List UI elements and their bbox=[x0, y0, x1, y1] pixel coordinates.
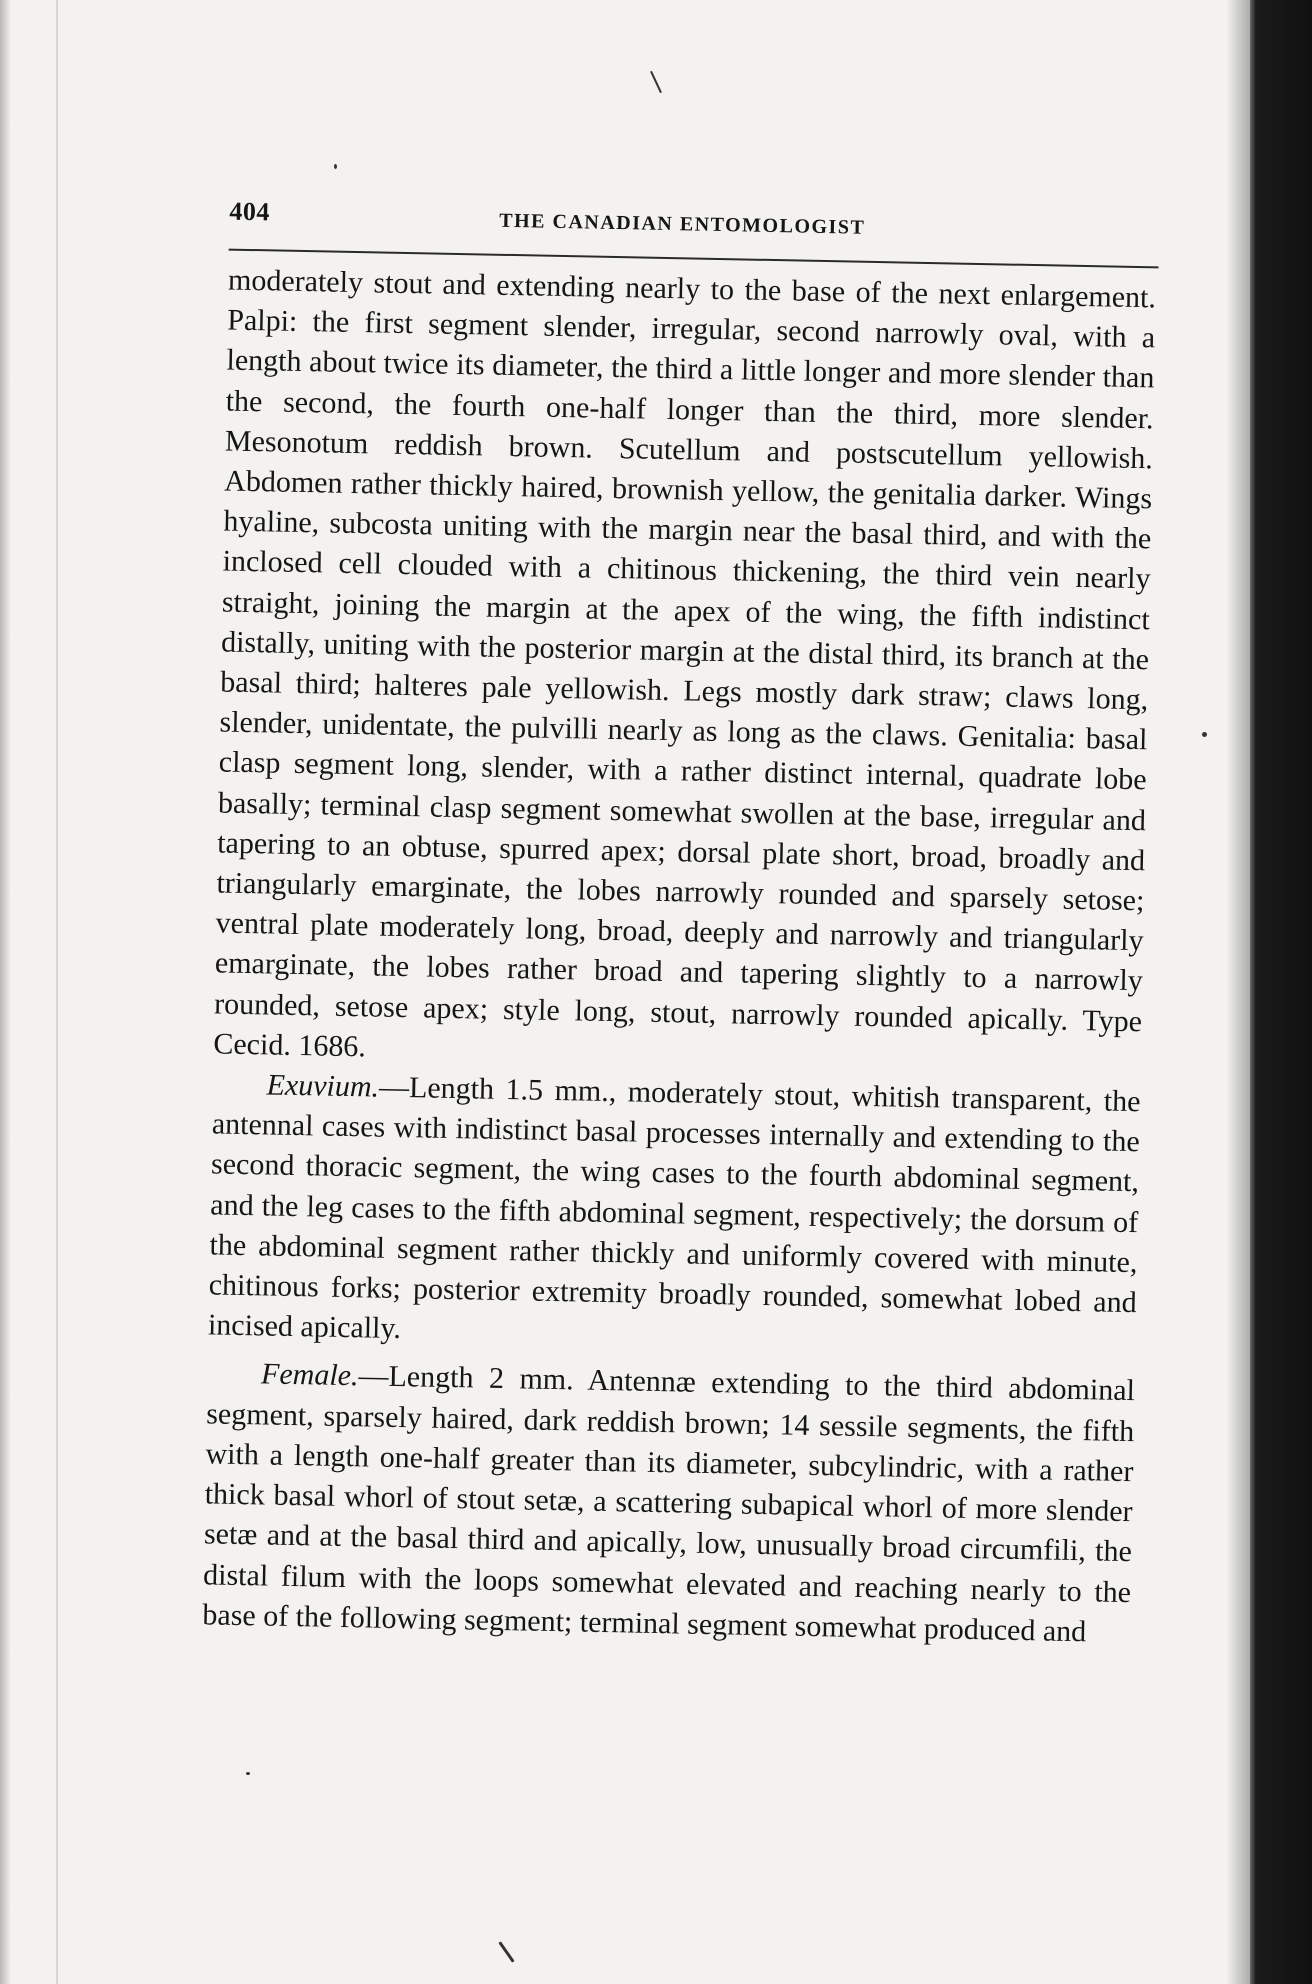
dust-speck bbox=[1202, 732, 1207, 737]
book-binding bbox=[1250, 0, 1312, 1984]
female-text: —Length 2 mm. Antennæ extending to the third abdominal segment, sparsely haired, dark reddish brown; 14 sessile segments, the fifth with a length one-half greater than its diameter, subcylindric, with a rather thick basal whorl of stout setæ, a scattering subapical whorl of more slender setæ and at the basal third and apically, low, unusually broad circumfili, the distal filum with the loops somewhat elevated and reaching nearly to the base of the following segment; terminal segment somewhat produced and bbox=[202, 1359, 1136, 1648]
page-number: 404 bbox=[229, 196, 271, 227]
running-head bbox=[199, 180, 1160, 262]
dust-speck bbox=[650, 71, 662, 94]
paragraph-male-description: moderately stout and extending nearly to the base of the next enlargement. Palpi: the first segment slender, irregular, second narrowly oval, with a length about twice its diameter, the third a little longer and more slender than the second, the fourth one-half longer than the third, more slender. Mesonotum reddish brown. Scutellum and postscutellum yellowish. Abdomen rather thickly haired, brownish yellow, the genitalia darker. Wings hyaline, subcosta uniting with the margin near the basal third, and with the inclosed cell clouded with a chitinous thickening, the third vein nearly straight, joining the margin at the apex of the wing, the fifth indistinct distally, uniting with the posterior margin at the distal third, its branch at the basal third; halteres pale yellowish. Legs mostly dark straw; claws long, slender, unidentate, the pulvilli nearly as long as the claws. Genitalia: basal clasp segment long, slender, with a rather distinct internal, quadrate lobe basally; terminal clasp segment somewhat swollen at the base, irregular and tapering to an obtuse, spurred apex; dorsal plate short, broad, broadly and triangularly emarginate, the lobes narrowly rounded and sparsely setose; ventral plate moderately long, broad, deeply and narrowly and triangularly emarginate, the lobes rather broad and tapering slightly to a narrowly rounded, setose apex; style long, stout, narrowly rounded apically. Type Cecid. 1686. bbox=[213, 263, 1157, 1064]
female-label: Female. bbox=[260, 1357, 359, 1393]
journal-title: THE CANADIAN ENTOMOLOGIST bbox=[499, 209, 866, 239]
exuvium-label: Exuvium. bbox=[266, 1068, 380, 1104]
dust-speck bbox=[498, 1941, 514, 1962]
dust-speck bbox=[246, 1772, 250, 1775]
paragraph-exuvium bbox=[208, 1064, 1141, 1363]
exuvium-text: —Length 1.5 mm., moderately stout, whitish transparent, the antennal cases with indistinct basal processes internally and extending to the second thoracic segment, the wing cases to the fourth abdominal segment, and the leg cases to the fifth abdominal segment, respectively; the dorsum of the abdominal segment rather thickly and uniformly covered with minute, chitinous forks; posterior extremity broadly rounded, somewhat lobed and incised apically. bbox=[207, 1070, 1141, 1346]
page-left-fold-line bbox=[56, 0, 58, 1984]
text-block bbox=[172, 180, 1160, 1653]
article-body bbox=[202, 261, 1156, 1653]
paragraph-female bbox=[202, 1354, 1135, 1653]
page-left-edge bbox=[0, 0, 10, 1984]
binding-shadow bbox=[1226, 0, 1250, 1984]
dust-speck bbox=[334, 164, 337, 169]
